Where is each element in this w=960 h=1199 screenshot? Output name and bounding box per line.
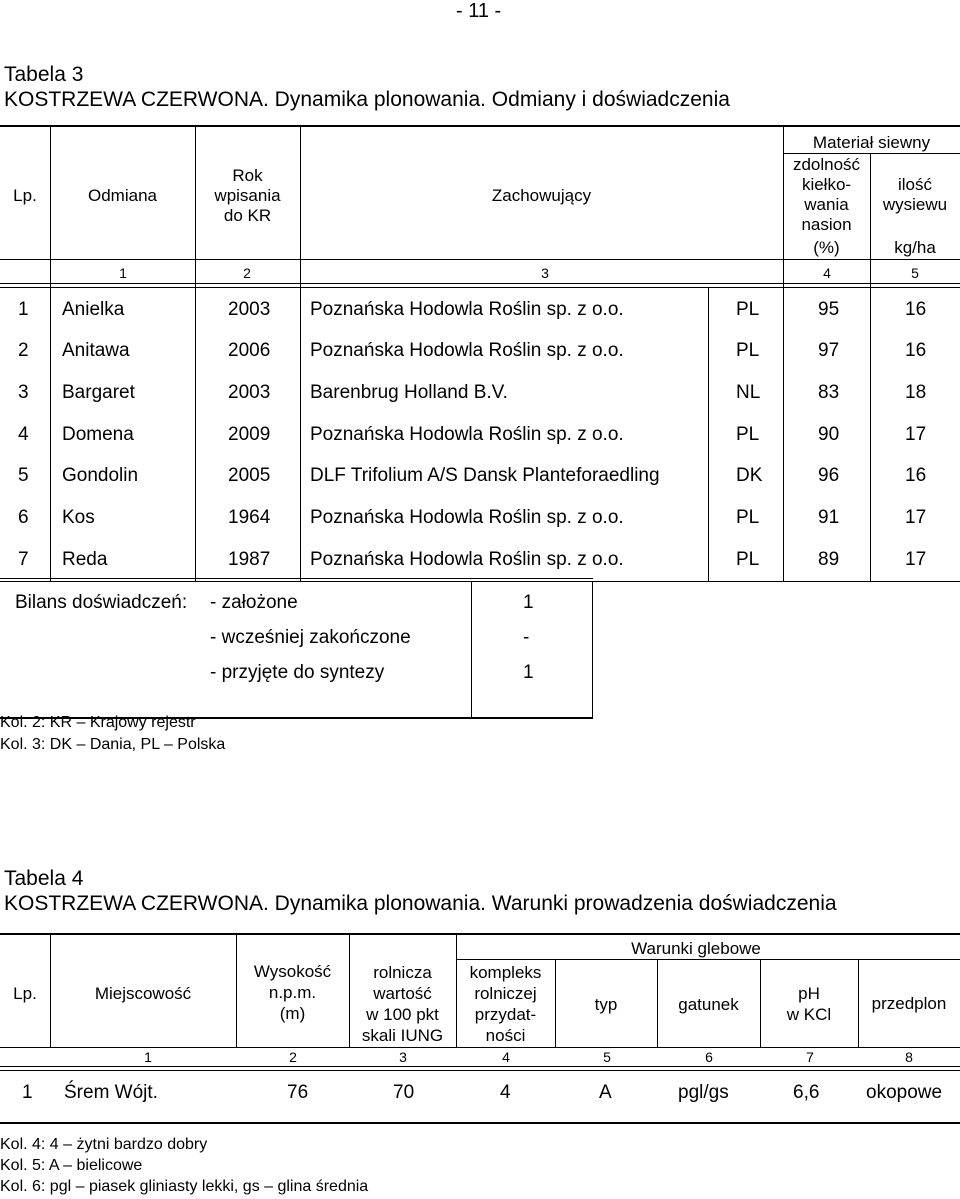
t3-header-odmiana: Odmiana (88, 186, 157, 205)
table4-label: Tabela 4 (4, 867, 84, 890)
t3-cell-kraj: PL (736, 424, 760, 445)
t3-cell-ilosc: 16 (905, 465, 927, 486)
t3-cell-odmiana: Anitawa (62, 340, 130, 361)
t4-header-roln-2: wartość (373, 984, 432, 1003)
t3-cell-odmiana: Anielka (62, 299, 125, 320)
t3-cell-odmiana: Kos (62, 507, 95, 528)
table3-label: Tabela 3 (4, 63, 84, 86)
t3-header-zachowujacy: Zachowujący (491, 186, 592, 205)
t3-cell-zdolnosc: 89 (818, 549, 840, 570)
t3-header-rok-1: Rok (232, 166, 263, 185)
t4-header-wys-2: n.p.m. (268, 983, 317, 1002)
t3-cell-lp: 5 (18, 465, 29, 486)
t3-cell-ilosc: 16 (905, 299, 927, 320)
t3-cell-kraj: PL (736, 549, 760, 570)
t3-cell-zdolnosc: 95 (818, 299, 840, 320)
t3-cell-kraj: PL (736, 507, 760, 528)
t3-cell-lp: 7 (18, 549, 29, 570)
t3-header-rok-2: wpisania (214, 186, 281, 205)
t4-cell-miejscowosc: Śrem Wójt. (64, 1082, 158, 1103)
t3-cell-odmiana: Gondolin (62, 465, 139, 486)
t3-cell-zdolnosc: 97 (818, 340, 840, 361)
t3-header-zdol-1: zdolność (792, 155, 861, 174)
t3-cell-zachowujacy: Barenbrug Holland B.V. (310, 382, 508, 403)
t3-header-ilosc-2: wysiewu (882, 195, 948, 214)
t3-cell-ilosc: 18 (905, 382, 927, 403)
t4-header-lp: Lp. (13, 984, 37, 1003)
t3-cell-zachowujacy: Poznańska Hodowla Roślin sp. z o.o. (310, 299, 624, 320)
bilans-item-value: 1 (523, 662, 534, 683)
t3-header-ilosc-1: ilość (897, 175, 932, 194)
t3-colnum-2: 2 (243, 265, 251, 281)
t3-colnum-1: 1 (119, 265, 127, 281)
t3-cell-odmiana: Domena (62, 424, 134, 445)
t4-cell-gatunek: pgl/gs (678, 1082, 729, 1103)
t3-header-unit-pct: (%) (813, 238, 840, 257)
t3-cell-lp: 6 (18, 507, 29, 528)
t4-header-wys-3: (m) (279, 1004, 306, 1023)
t3-cell-zachowujacy: DLF Trifolium A/S Dansk Planteforaedling (310, 465, 660, 486)
t4-header-wys-1: Wysokość (253, 962, 332, 981)
t3-cell-rok: 2006 (228, 340, 271, 361)
t3-cell-kraj: PL (736, 340, 760, 361)
t4-cell-kompleks: 4 (500, 1082, 511, 1103)
t3-cell-zachowujacy: Poznańska Hodowla Roślin sp. z o.o. (310, 340, 624, 361)
t4-cell-lp: 1 (22, 1082, 33, 1103)
t3-cell-ilosc: 17 (905, 424, 927, 445)
t4-note: Kol. 4: 4 – żytni bardzo dobry (0, 1136, 208, 1153)
t4-cell-przedplon: okopowe (866, 1082, 943, 1103)
t3-cell-lp: 4 (18, 424, 29, 445)
t3-colnum-3: 3 (541, 265, 549, 281)
t3-header-zdol-4: nasion (801, 215, 852, 234)
t3-note: Kol. 2: KR – Krajowy rejestr (0, 714, 196, 731)
t4-header-roln-1: rolnicza (373, 963, 432, 982)
t3-cell-rok: 2005 (228, 465, 271, 486)
t3-cell-zdolnosc: 90 (818, 424, 840, 445)
t4-colnum-1: 1 (144, 1049, 152, 1065)
t3-cell-rok: 2009 (228, 424, 271, 445)
t3-header-lp: Lp. (13, 186, 37, 205)
t4-note: Kol. 6: pgl – piasek gliniasty lekki, gs – glina średnia (0, 1178, 369, 1195)
t3-cell-odmiana: Bargaret (62, 382, 135, 403)
t4-colnum-7: 7 (806, 1049, 814, 1065)
t4-cell-ph: 6,6 (793, 1082, 820, 1103)
t4-header-roln-3: w 100 pkt (366, 1005, 439, 1024)
t4-header-warunki: Warunki glebowe (631, 939, 761, 958)
t3-cell-zdolnosc: 83 (818, 382, 840, 403)
t3-cell-zdolnosc: 96 (818, 465, 840, 486)
table3-title: KOSTRZEWA CZERWONA. Dynamika plonowania. Odmiany i doświadczenia (4, 88, 730, 111)
t3-cell-zachowujacy: Poznańska Hodowla Roślin sp. z o.o. (310, 424, 624, 445)
t4-header-ph-1: pH (798, 984, 820, 1003)
page-number: - 11 - (456, 0, 502, 22)
t4-header-roln-4: skali IUNG (361, 1026, 444, 1045)
bilans-item-value: 1 (523, 592, 534, 613)
bilans-item-label: - wcześniej zakończone (210, 627, 411, 648)
t4-header-typ: typ (594, 995, 618, 1014)
t4-header-komp-2: rolniczej (474, 984, 537, 1003)
t4-header-komp-3: przydat- (474, 1005, 537, 1024)
t3-colnum-4: 4 (823, 265, 831, 281)
t4-header-komp-1: kompleks (469, 963, 542, 982)
t4-colnum-2: 2 (289, 1049, 297, 1065)
t4-header-przedplon: przedplon (871, 994, 947, 1013)
t3-note: Kol. 3: DK – Dania, PL – Polska (0, 736, 226, 753)
t3-cell-ilosc: 16 (905, 340, 927, 361)
t3-cell-ilosc: 17 (905, 549, 927, 570)
t3-cell-zachowujacy: Poznańska Hodowla Roślin sp. z o.o. (310, 507, 624, 528)
t4-colnum-5: 5 (603, 1049, 611, 1065)
t4-colnum-6: 6 (705, 1049, 713, 1065)
t4-header-miejscowosc: Miejscowość (94, 984, 192, 1003)
t3-cell-odmiana: Reda (62, 549, 108, 570)
t3-cell-rok: 1987 (228, 549, 271, 570)
t3-header-material: Materiał siewny (812, 133, 931, 152)
t3-cell-zdolnosc: 91 (818, 507, 840, 528)
t3-cell-lp: 2 (18, 340, 29, 361)
bilans-item-value: - (523, 627, 530, 648)
t4-colnum-3: 3 (399, 1049, 407, 1065)
t3-cell-rok: 2003 (228, 299, 271, 320)
t3-header-rok-3: do KR (223, 206, 272, 225)
t4-note: Kol. 5: A – bielicowe (0, 1157, 143, 1174)
t3-cell-lp: 1 (18, 299, 29, 320)
bilans-item-label: - przyjęte do syntezy (210, 662, 385, 683)
t4-cell-typ: A (599, 1082, 612, 1103)
t3-cell-kraj: NL (736, 382, 761, 403)
t3-cell-kraj: DK (736, 465, 763, 486)
table4-title: KOSTRZEWA CZERWONA. Dynamika plonowania. Warunki prowadzenia doświadczenia (4, 892, 837, 915)
t4-colnum-4: 4 (502, 1049, 510, 1065)
t3-cell-zachowujacy: Poznańska Hodowla Roślin sp. z o.o. (310, 549, 624, 570)
t3-header-zdol-3: wania (804, 195, 849, 214)
t3-cell-lp: 3 (18, 382, 29, 403)
t4-cell-wartosc: 70 (393, 1082, 415, 1103)
t3-header-zdol-2: kiełko- (801, 175, 852, 194)
t3-header-unit-kgha: kg/ha (894, 238, 936, 257)
t4-colnum-8: 8 (905, 1049, 913, 1065)
t3-cell-rok: 2003 (228, 382, 271, 403)
t3-cell-rok: 1964 (228, 507, 271, 528)
bilans-label: Bilans doświadczeń: (15, 592, 188, 613)
t4-header-ph-2: w KCl (786, 1005, 832, 1024)
t4-header-gatunek: gatunek (678, 995, 739, 1014)
t3-cell-kraj: PL (736, 299, 760, 320)
t4-cell-wysokosc: 76 (287, 1082, 309, 1103)
t4-header-komp-4: ności (485, 1026, 526, 1045)
t3-cell-ilosc: 17 (905, 507, 927, 528)
t3-colnum-5: 5 (911, 265, 919, 281)
bilans-item-label: - założone (210, 592, 298, 613)
